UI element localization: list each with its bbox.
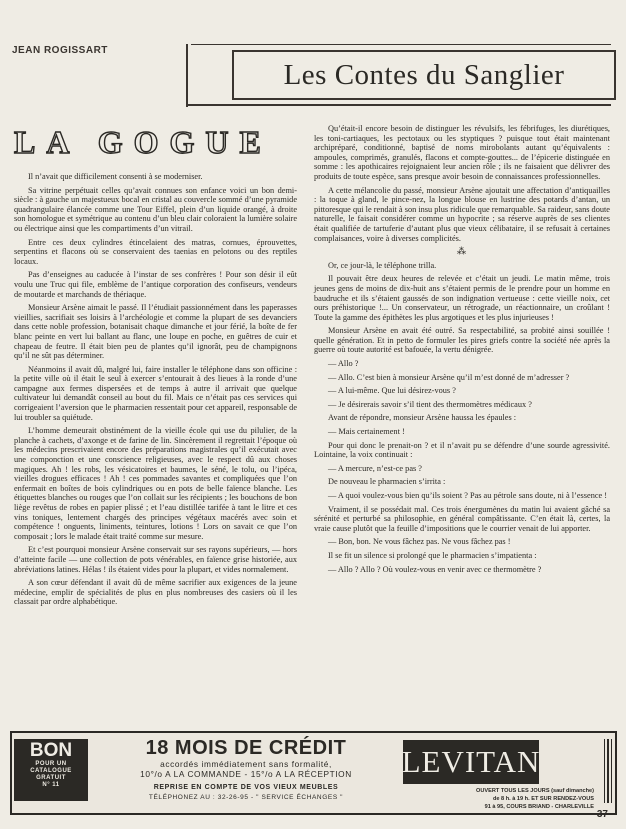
paragraph: Pour qui donc le prenait-on ? et il n’avait pu se défendre d’une sourde agressivité. Lointaine, la voix continuait : — [314, 440, 610, 460]
credit-offer — [96, 737, 396, 803]
page-number: 37 — [596, 809, 608, 820]
paragraph: A cette mélancolie du passé, monsieur Arsène ajoutait une affectation d’antiquailles : la toque à gland, le pince-nez, la longue blouse en lustrine des potards d’antan, un pittoresque qui le rendait à son insu plus ridicule que remarquable. Sa raideur, sans doute naturelle, le faisait considérer comme un hypocrite ; sa réserve auprès de ses clientes était qualifiée de tartuferie d’autant plus que vieux célibataire, il se refusait à certaines complaisances, voire à diverses complicités. — [314, 185, 610, 243]
paragraph: Qu’était-il encore besoin de distinguer les révulsifs, les fébrifuges, les diurétiques, les toni-cartiaques, les pectotaux ou les styptiques ? puisque tout était maintenant archipréparé, conditionné, baptisé de noms mirobolants autant qu’équivalents : ampoules, comprimés, granulés, flacons et compte-gouttes... de l’épicerie distinguée en somme : les apothicaires rejoignaient leur ancien rôle ; ils ne faisaient que délivrer des produits de toute espèce, sans presque avoir besoin de connaissances professionnelles. — [314, 124, 610, 181]
right-column — [314, 124, 610, 574]
series-title: Les Contes du Sanglier — [232, 50, 616, 100]
paragraph: Et c’est pourquoi monsieur Arsène conservait sur ses rayons supérieurs, — hors d’atteinte facile — une collection de pots vénérables, en faïence grise historiée, aux abréviations latines. Hélas ! ils étaient vides pour la plupart, et vides normalement. — [14, 545, 297, 574]
paragraph: Sa vitrine perpétuait celles qu’avait connues son enfance voici un bon demi-siècle : à gauche un majestueux bocal en cristal au couvercle sommé d’une pyramide quadrangulaire élancée comme une Tour Eiffel, plein d’un liquide orangé, à droite son homologue et symétrique au contenu d’un bleu clair coloraient la lumière solaire ou électrique ainsi que les compartiments d’un vitrail. — [14, 185, 297, 233]
left-column — [14, 172, 297, 611]
coupon-line: GRATUIT — [36, 775, 66, 781]
paragraph: Monsieur Arsène aimait le passé. Il l’étudiait passionnément dans les paperasses vieillies, sacrifiait ses loisirs à l’archéologie et comme la plupart de ses devanciers dans cette noble profession, botanisait chaque dimanche et jour férié, la boîte de fer blanc peinte en vert lui ballant au flanc, une loupe en poche, en guêtres de cuir et chapeau de feutre. Il était bien peu de plantes qu’il ignorât, peu de champignons qu’il ne sût pas déterminer. — [14, 303, 297, 361]
dialogue-line: — Bon, bon. Ne vous fâchez pas. Ne vous fâchez pas ! — [328, 537, 511, 547]
coupon-line: CATALOGUE — [30, 768, 72, 774]
header-rule-top — [191, 44, 611, 45]
credit-headline: 18 MOIS DE CRÉDIT — [145, 737, 347, 759]
store-hours-detail: de 8 h. à 19 h. ET SUR RENDEZ-VOUS — [492, 796, 594, 802]
store-info — [404, 787, 594, 811]
paragraph: Monsieur Arsène en avait été outré. Sa respectabilité, sa probité ainsi souillée ! quelle génération. Et in petto de formuler les pires griefs contre la société née après la guerre où toute autorité est bafouée, la vertu dénigrée. — [314, 326, 610, 355]
paragraph: Avant de répondre, monsieur Arsène haussa les épaules : — [328, 413, 517, 423]
coupon-line: POUR UN — [35, 761, 67, 767]
credit-line: 10°/o A LA COMMANDE - 15°/o A LA RÉCEPTION — [140, 769, 352, 779]
dialogue-line: — A quoi voulez-vous bien qu’ils soient ? Pas au pétrole sans doute, ni à l’essence ! — [328, 491, 608, 500]
dialogue-line: — Allo ? — [328, 359, 359, 369]
paragraph: Vraiment, il se possédait mal. Ces trois énergumènes du matin lui avaient gâché sa sérénité et perturbé sa philosophie, en général compâtissante. C’en était là, certes, la vraie cause plutôt que la feuille d’impositions que le courrier venait de lui apporter. — [314, 504, 610, 533]
paragraph: Néanmoins il avait dû, malgré lui, faire installer le téléphone dans son officine : la petite ville où il était le seul à exercer s’entourait à des lieues à la ronde d’une campagne aux fermes dispersées et de temps à autre il arrivait que quelque cultivateur lui demandât conseil au bout du fil. Mais ce n’était pas ces services qui corrigeaient l’aversion que le pharmacien ressentait pour cet appareil, responsable de lui troubler sa quiétude. — [14, 364, 297, 422]
dialogue-line: — Allo ? Allo ? Où voulez-vous en venir avec ce thermomètre ? — [328, 564, 542, 574]
coupon-bon: BON — [29, 740, 73, 761]
coupon-line: N° 11 — [42, 782, 60, 788]
header-rule-vertical — [186, 44, 188, 107]
coupon-badge — [14, 739, 88, 801]
phone-line: TÉLÉPHONEZ AU : 32-26-95 - " SERVICE ÉCHANGES " — [148, 794, 344, 801]
paragraph: Entre ces deux cylindres étincelaient des matras, cornues, éprouvettes, serpentins et flacons où se conservaient des taenias en pelotons ou des reptiles locaux. — [14, 237, 297, 266]
dialogue-line: — A mercure, n’est-ce pas ? — [328, 463, 422, 473]
dialogue-line: — A lui-même. Que lui désirez-vous ? — [328, 386, 456, 396]
paragraph: Il se fit un silence si prolongé que le pharmacien s’impatienta : — [328, 550, 537, 560]
dialogue-line: — Je désirerais savoir s’il tient des thermomètres médicaux ? — [328, 399, 532, 409]
store-address: 91 à 95, COURS BRIAND - CHARLEVILLE — [484, 804, 594, 810]
credit-line: accordés immédiatement sans formalité, — [160, 759, 332, 769]
paragraph: De nouveau le pharmacien s’irrita : — [328, 477, 446, 487]
brand-logo: LEVITAN — [403, 740, 539, 784]
header-rule-bottom — [186, 104, 611, 106]
author-name: JEAN ROGISSART — [12, 45, 108, 56]
dialogue-line: — Mais certainement ! — [328, 427, 405, 437]
store-hours: OUVERT TOUS LES JOURS (sauf dimanche) — [475, 788, 594, 794]
section-break-stars: ⁂ — [457, 246, 467, 257]
credit-line: REPRISE EN COMPTE DE VOS VIEUX MEUBLES — [153, 784, 339, 791]
paragraph: L’homme demeurait obstinément de la vieille école qui use du pilulier, de la planche à cachets, d’axonge et de farine de lin. Sincèrement il regrettait l’époque où les médecins prescrivaient encore des préparations magistrales qu’il exécutait avec une componction et une conscience religieuses, avec le respect dû aux choses magiques. Ah ! les robs, les vésicatoires et baumes, le séné, le tolu, ou l’ipéca, vieilles drogues efficaces ! Ah ! ces pommades savantes et compliquées que l’on enfermait en boîtes de bois cylindriques ou en pots de belle faïence blanche. Les étiquettes blanches ou rouges que l’on collait sur les récipients ; les bouchons de bon liège revêtus de robes en papier plissé ; et l’eau distillée tarifée à tant le litre et ces vins toniques, lentement chargés des principes végétaux macérés avec soin et compétence ! onguents, liniments, teintures, lotions ! Lors on savait ce que l’on composait ; lors le malade était traité comme sur mesure. — [14, 426, 297, 541]
paragraph: Or, ce jour-là, le téléphone trilla. — [328, 260, 437, 270]
dialogue-line: — Allo. C’est bien à monsieur Arsène qu’il m’est donné de m’adresser ? — [328, 372, 570, 382]
paragraph: Pas d’enseignes au caducée à l’instar de ses confrères ! Pour son désir il eût voulu une Truc qui file, emblème de l’antique corporation des confiseurs, vendeurs de moutarde et marchands de thériaque. — [14, 270, 297, 299]
paragraph: A son cœur défendant il avait dû de même sacrifier aux exigences de la jeune médecine, emplir de spécialités de plus en plus nombreuses des casiers où il les classait par ordre alphabétique. — [14, 578, 297, 607]
decorative-bars — [604, 739, 612, 803]
paragraph: Il n’avait que difficilement consenti à se moderniser. — [28, 172, 203, 181]
advertisement — [10, 731, 617, 815]
story-title: LA GOGUE — [14, 124, 272, 160]
paragraph: Il pouvait être deux heures de relevée et c’était un jeudi. Le matin même, trois jeunes gens de moins de dix-huit ans s’étaient permis de le prendre pour un homme en baudruche et ils s’étaient gaussés de son indignation vertueuse : cette vieille noix, cet ours préhistorique !... Un conservateur, un rétrograde, un réactionnaire, un croûlant ! Toute la gamme des épithètes les plus argotiques et les plus injurieuses ! — [314, 274, 610, 322]
